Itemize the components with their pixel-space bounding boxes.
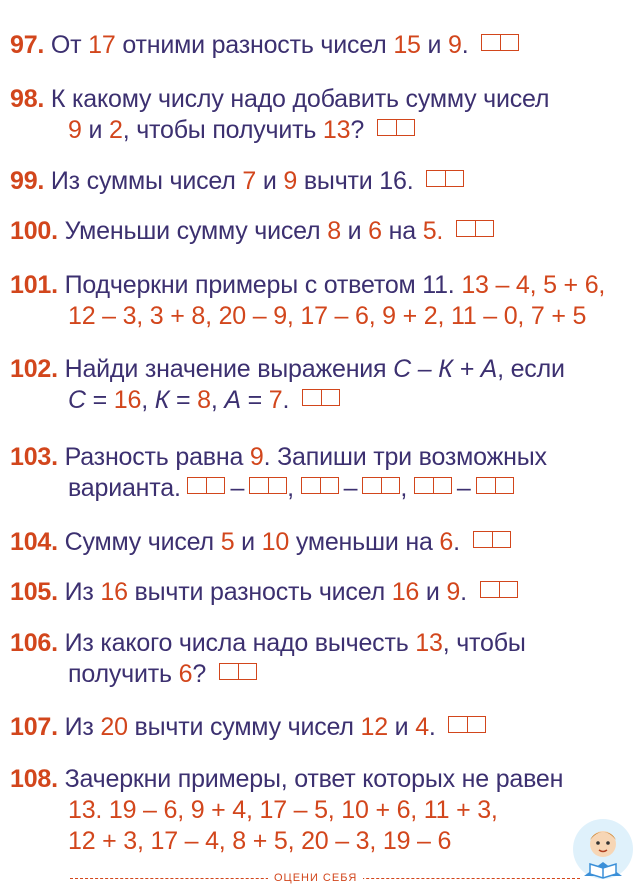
number: 6 — [178, 660, 193, 688]
number: 13. — [68, 796, 103, 824]
number: 12 — [360, 713, 388, 741]
number: 16 — [100, 578, 128, 606]
expression: С – К + А — [393, 355, 498, 383]
number: 13 — [322, 116, 351, 144]
task-102 — [10, 354, 634, 416]
variable: А — [224, 386, 241, 414]
task-text: . — [428, 713, 436, 741]
task-text: и — [420, 31, 449, 59]
number: 16 — [113, 386, 142, 414]
example-list: 13 – 4, 5 + 6, — [461, 271, 606, 299]
minus-sign: – — [343, 474, 358, 502]
task-number: 105. — [10, 578, 58, 606]
answer-box[interactable] — [448, 716, 486, 733]
answer-box[interactable] — [481, 34, 519, 51]
variable: С — [68, 386, 86, 414]
task-text: ? — [350, 116, 365, 144]
task-text: вычти разность чисел — [127, 578, 392, 606]
answer-box[interactable] — [187, 477, 225, 494]
task-104 — [10, 527, 634, 558]
number: 9 — [283, 167, 298, 195]
task-text: . — [282, 386, 290, 414]
number: 9 — [448, 31, 462, 59]
task-text: = — [85, 386, 114, 414]
answer-box[interactable] — [249, 477, 287, 494]
answer-box[interactable] — [377, 119, 415, 136]
answer-box[interactable] — [473, 531, 511, 548]
answer-box[interactable] — [476, 477, 514, 494]
task-text: , чтобы получить — [122, 116, 323, 144]
task-number: 108. — [10, 765, 58, 793]
number: 17 — [88, 31, 116, 59]
number: 9 — [446, 578, 461, 606]
number: 10 — [261, 528, 290, 556]
task-number: 97. — [10, 31, 45, 59]
number: 6 — [368, 217, 382, 245]
task-text: . — [460, 578, 467, 606]
task-text: Из — [64, 713, 101, 741]
task-text: . — [453, 528, 460, 556]
answer-box[interactable] — [456, 220, 494, 237]
task-text: Сумму чисел — [64, 528, 221, 556]
task-text: Найди значение выражения — [64, 355, 394, 383]
comma: , — [400, 474, 408, 502]
task-text: варианта. — [68, 474, 181, 502]
task-text: Из суммы чисел — [50, 167, 243, 195]
task-text: и — [81, 116, 109, 144]
number: 4 — [415, 713, 429, 741]
task-105 — [10, 577, 634, 608]
task-number: 106. — [10, 629, 58, 657]
task-text: и — [234, 528, 262, 556]
task-text: вычти сумму чисел — [127, 713, 361, 741]
answer-box[interactable] — [302, 389, 340, 406]
task-text: , если — [497, 355, 565, 383]
task-text: = — [240, 386, 269, 414]
task-text: , — [210, 386, 225, 414]
answer-box[interactable] — [219, 663, 257, 680]
number: 7 — [268, 386, 283, 414]
number: 5 — [220, 528, 235, 556]
task-103 — [10, 442, 634, 504]
task-text: , — [141, 386, 155, 414]
task-99 — [10, 166, 634, 197]
task-number: 103. — [10, 443, 58, 471]
comma: , — [287, 474, 294, 502]
task-text: Из какого числа надо вычесть — [64, 629, 416, 657]
number: 5. — [422, 217, 444, 245]
footer-label: ОЦЕНИ СЕБЯ — [268, 872, 363, 884]
task-text: = — [169, 386, 198, 414]
task-100 — [10, 216, 634, 247]
number: 6 — [439, 528, 454, 556]
task-number: 104. — [10, 528, 58, 556]
task-number: 100. — [10, 217, 58, 245]
task-number: 99. — [10, 167, 45, 195]
answer-box[interactable] — [426, 170, 464, 187]
task-text: ? — [192, 660, 207, 688]
task-number: 98. — [10, 85, 45, 113]
task-text: и — [419, 578, 447, 606]
task-97 — [10, 30, 634, 61]
minus-sign: – — [230, 474, 245, 502]
task-text: получить — [68, 660, 179, 688]
task-107 — [10, 712, 634, 743]
task-101 — [10, 270, 634, 332]
example-list: 19 – 6, 9 + 4, 17 – 5, 10 + 6, 11 + 3, — [102, 796, 498, 824]
number: 9 — [249, 443, 264, 471]
task-text: От — [50, 31, 89, 59]
minus-sign: – — [456, 474, 471, 502]
answer-box[interactable] — [362, 477, 400, 494]
task-number: 101. — [10, 271, 58, 299]
task-text: и — [387, 713, 416, 741]
boy-reading-book-icon — [572, 818, 634, 880]
number: 15 — [393, 31, 421, 59]
number: 7 — [242, 167, 257, 195]
answer-box[interactable] — [480, 581, 518, 598]
task-98 — [10, 84, 634, 146]
task-number: 102. — [10, 355, 58, 383]
task-text: вычти — [297, 167, 380, 195]
number: 13 — [415, 629, 443, 657]
task-text: отними разность чисел — [115, 31, 394, 59]
example-list: 12 – 3, 3 + 8, 20 – 9, 17 – 6, 9 + 2, 11 – 0, 7 + 5 — [68, 302, 587, 330]
variable: К — [154, 386, 170, 414]
task-108 — [10, 764, 634, 857]
number: 16 — [391, 578, 420, 606]
number: 16. — [379, 167, 414, 195]
task-text: . — [461, 31, 469, 59]
number: 8 — [197, 386, 211, 414]
number: 2 — [108, 116, 123, 144]
task-text: Подчеркни примеры с ответом 11. — [64, 271, 462, 299]
task-text: Разность равна — [64, 443, 250, 471]
task-106 — [10, 628, 634, 690]
task-text: Из — [64, 578, 101, 606]
task-text: и — [256, 167, 284, 195]
task-number: 107. — [10, 713, 58, 741]
task-text: на — [381, 217, 423, 245]
task-text: . Запиши три возможных — [263, 443, 547, 471]
answer-box[interactable] — [301, 477, 339, 494]
number: 9 — [68, 116, 82, 144]
task-text: Зачеркни примеры, ответ которых не равен — [64, 765, 564, 793]
number: 8 — [327, 217, 341, 245]
task-text: , чтобы — [442, 629, 526, 657]
answer-box[interactable] — [414, 477, 452, 494]
example-list: 12 + 3, 17 – 4, 8 + 5, 20 – 3, 19 – 6 — [68, 827, 452, 855]
task-text: и — [340, 217, 369, 245]
task-text: К какому числу надо добавить сумму чисел — [50, 85, 550, 113]
number: 20 — [100, 713, 128, 741]
task-text: Уменьши сумму чисел — [64, 217, 328, 245]
task-text: уменьши на — [289, 528, 440, 556]
